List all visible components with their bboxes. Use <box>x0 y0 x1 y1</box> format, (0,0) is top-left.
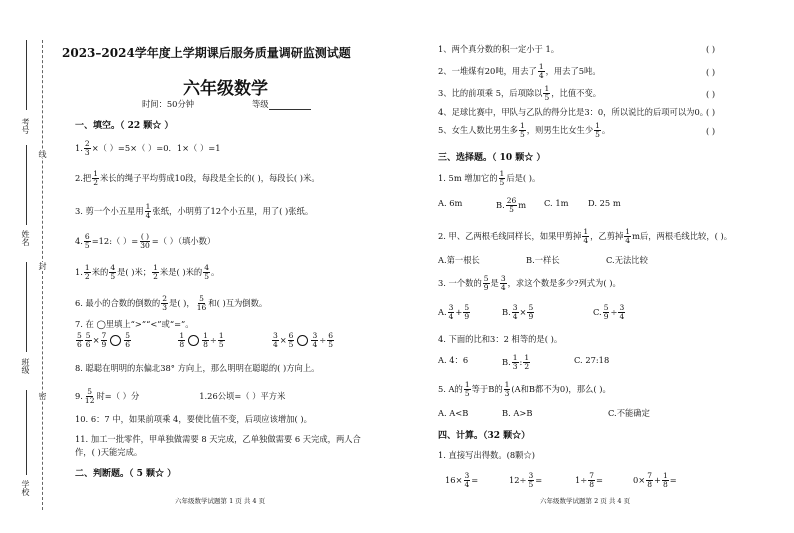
label-banji: 班级 <box>21 358 30 374</box>
fill-q6: 6. 最小的合数的倒数的 $\frac{2}{3}$ 是( )， $\frac{5}{16}$ 和( )互为倒数。 <box>75 294 268 312</box>
calc-q1: 1. 直接写出得数。(8颗☆) <box>438 450 535 460</box>
seal-xian: 线 <box>38 150 47 158</box>
section-choice-title: 三、选择题。（ 10 颗☆ ） <box>438 153 546 163</box>
choice-q4: 4. 下面的比和3：2 相等的是( )。 <box>438 334 563 344</box>
time-label: 时间：50分钟 <box>142 99 195 109</box>
seal-mi: 密 <box>38 392 47 400</box>
fill-q7: 7. 在 ◯里填上“>”“<”或“=”。 <box>75 319 194 329</box>
fraction: $\frac{2}{3}$ <box>84 139 90 157</box>
fill-q3: 3. 剪一个小五星用 $\frac{1}{4}$ 张纸，小明剪了12个小五星，用了( )张纸。 <box>75 202 314 220</box>
fill-q8: 8. 聪聪在明明的东偏北38° 方向上，那么明明在聪聪的( )方向上。 <box>75 363 320 373</box>
choice-q1-options: A. 6m B. $\frac{26}{5}$ m C. 1m D. 25 m <box>438 196 621 214</box>
choice-q3: 3. 一个数的 $\frac{5}{9}$ 是 $\frac{3}{4}$ ，求这个数是多少?列式为( )。 <box>438 274 621 292</box>
footer-page2: 六年级数学试题第 2 页 共 4 页 <box>540 497 631 505</box>
footer-page1: 六年级数学试题第 1 页 共 4 页 <box>175 497 266 505</box>
xuexiao-field[interactable] <box>26 390 27 475</box>
judge-answer[interactable]: ( ) <box>706 107 716 117</box>
judge-answer[interactable]: ( ) <box>706 89 716 99</box>
fill-q11b: 作，( )天能完成。 <box>75 447 143 457</box>
judge-answer[interactable]: ( ) <box>706 67 716 77</box>
subject-title: 六年级数学 <box>183 79 268 99</box>
label-xingming: 姓名 <box>21 230 30 246</box>
judge-q3: 3、比的前项乘 5，后项除以 $\frac{1}{5}$ ，比值不变。 <box>438 84 602 102</box>
grade-underline <box>269 100 311 110</box>
seal-feng: 封 <box>38 262 47 270</box>
section-judge-title: 二、判断题。（ 5 颗☆ ） <box>75 469 177 479</box>
compare-circle[interactable] <box>110 335 121 346</box>
choice-q2: 2. 甲、乙两根毛线同样长，如果甲剪掉 $\frac{1}{4}$ ，乙剪掉 $\frac{1}{4}$ m后，两根毛线比较，( )。 <box>438 227 733 245</box>
fill-q5: 1. $\frac{1}{2}$ 米的 $\frac{4}{5}$ 是( )米； $\frac{1}{2}$ 米是( )米的 $\frac{4}{5}$ 。 <box>75 263 220 281</box>
judge-answer[interactable]: ( ) <box>706 44 716 54</box>
binding-line <box>42 40 43 510</box>
fill-q11a: 11. 加工一批零件，甲单独做需要 8 天完成，乙单独做需要 6 天完成，两人合 <box>75 434 361 444</box>
fill-q4: 4. $\frac{6}{5}$ =12:（ ）= $\frac{( )}{30}$ =（ ）（填小数） <box>75 232 216 250</box>
choice-q5: 5. A的 $\frac{1}{5}$ 等于B的 $\frac{1}{3}$ (A和B都不为0)，那么( )。 <box>438 380 611 398</box>
judge-answer[interactable]: ( ) <box>706 126 716 136</box>
fill-q1: 1. $\frac{2}{3}$ ×（ ）=5×（ ）=0．1×（ ）=1 <box>75 139 221 157</box>
label-xuexiao: 学校 <box>21 480 30 496</box>
choice-q2-options: A.第一根长 B.一样长 C.无法比较 <box>438 255 648 265</box>
choice-q4-options: A. 4：6 B. $\frac{1}{3}$ : $\frac{1}{2}$ C. 27:18 <box>438 353 610 371</box>
choice-q5-options: A. A<B B. A>B C.不能确定 <box>438 408 650 418</box>
judge-q2: 2、一堆煤有20吨，用去了 $\frac{1}{4}$ ，用去了5吨。 <box>438 62 601 80</box>
compare-circle[interactable] <box>297 335 308 346</box>
section-calc-title: 四、计算。（32 颗☆） <box>438 431 531 441</box>
fill-q2: 2.把 $\frac{1}{2}$ 米长的绳子平均剪成10段，每段是全长的( )，每段长( )米。 <box>75 169 320 187</box>
section-fill-title: 一、填空。（ 22 颗☆ ） <box>75 121 174 131</box>
grade-field[interactable] <box>252 98 311 110</box>
calc-row: 16× $\frac{3}{4}$ = 12÷ $\frac{3}{5}$ = 1÷ $\frac{7}{8}$ = 0× $\frac{7}{8}$ + $\frac{1}{8}$ = <box>445 471 677 489</box>
grade-label: 等级 <box>252 99 269 109</box>
banji-field[interactable] <box>26 262 27 352</box>
choice-q1: 1. 5m 增加它的 $\frac{1}{5}$ 后是( )。 <box>438 169 541 187</box>
judge-q4: 4、足球比赛中，甲队与乙队的得分比是3：0，所以说比的后项可以为0。 <box>438 107 709 117</box>
fill-q9: 9. $\frac{5}{12}$ 时=（ ）分 1.26公顷=（ ）平方米 <box>75 387 286 405</box>
kaohao-field[interactable] <box>26 40 27 110</box>
label-kaohao: 考号 <box>21 118 30 134</box>
exam-title: 2023–2024学年度上学期课后服务质量调研监测试题 <box>62 46 351 60</box>
xingming-field[interactable] <box>26 145 27 225</box>
fill-q7-compare: $\frac{5}{6}$ $\frac{5}{6}$ × $\frac{7}{9}$ $\frac{5}{6}$ $\frac{1}{8}$ $\frac{1}{8}$ ÷ $\frac{1}{5}$ $\frac{3}{4}$ × $\frac{6}{5}$ $\frac{3}{4}$ ÷ $\frac{6}{5}$ <box>77 331 333 349</box>
choice-q3-options: A. $\frac{3}{4}$ + $\frac{5}{9}$ B. $\frac{3}{4}$ × $\frac{5}{9}$ C. $\frac{5}{9}$ ÷ $\frac{3}{4}$ <box>438 303 625 321</box>
judge-q5: 5、女生人数比男生多 $\frac{1}{5}$ ，则男生比女生少 $\frac{1}{5}$ 。 <box>438 121 611 139</box>
compare-circle[interactable] <box>188 335 199 346</box>
fill-q10: 10. 6：7 中，如果前项乘 4，要使比值不变，后项应该增加( )。 <box>75 414 312 424</box>
judge-q1: 1、两个真分数的积一定小于 1。 <box>438 44 560 54</box>
